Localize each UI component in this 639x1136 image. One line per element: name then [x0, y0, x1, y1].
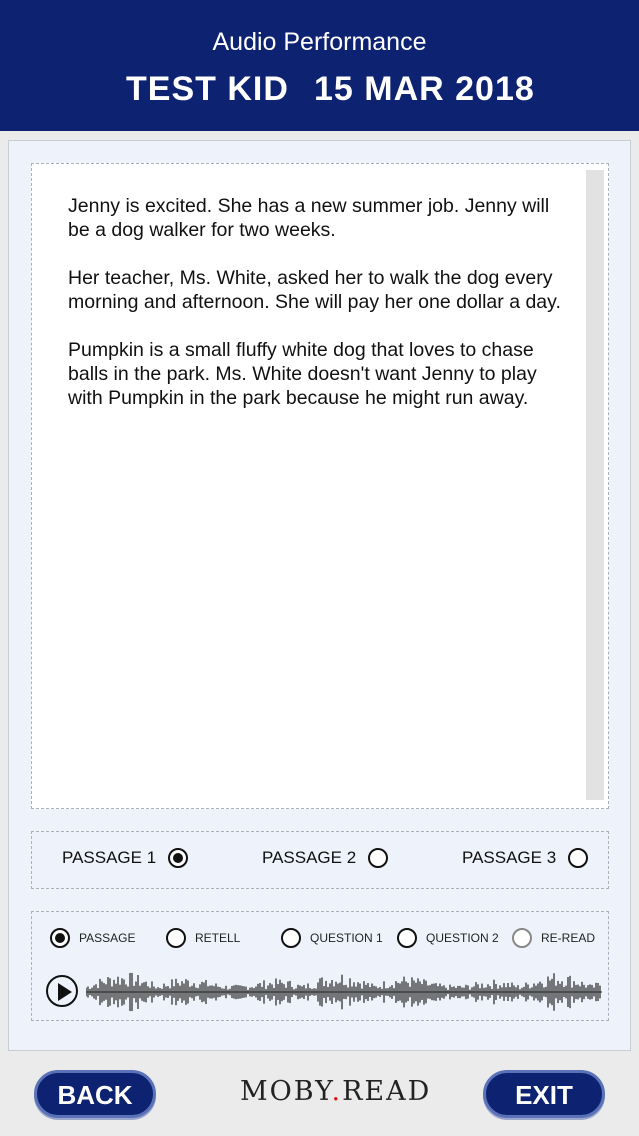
passage-selector	[31, 831, 609, 889]
audio-option-label: QUESTION 1	[310, 931, 383, 945]
header-bar	[0, 0, 639, 131]
passage-option-1[interactable]	[62, 848, 188, 868]
radio-selected-icon[interactable]	[168, 848, 188, 868]
moby-read-logo	[240, 1076, 432, 1107]
audio-option-label: RE-READ	[541, 931, 596, 945]
passage-option-label: PASSAGE 3	[462, 848, 557, 867]
exit-button[interactable]: EXIT	[483, 1070, 605, 1118]
radio-selected-icon[interactable]	[50, 928, 70, 948]
student-name: TEST KID	[126, 70, 289, 108]
radio-icon[interactable]	[397, 928, 417, 948]
audio-option-question-2[interactable]	[397, 928, 499, 948]
back-button[interactable]: BACK	[34, 1070, 156, 1118]
radio-icon[interactable]	[281, 928, 301, 948]
passage-option-label: PASSAGE 1	[62, 848, 157, 867]
passage-paragraph: Her teacher, Ms. White, asked her to walk the dog every morning and afternoon. She will pay her one dollar a day.	[68, 267, 561, 313]
session-date: 15 MAR 2018	[314, 70, 535, 108]
audio-option-label: RETELL	[195, 931, 241, 945]
audio-option-retell[interactable]	[166, 928, 240, 948]
audio-waveform[interactable]	[86, 972, 602, 1012]
passage-scrollbar[interactable]	[586, 170, 604, 800]
audio-recordings	[31, 911, 609, 1021]
logo-text-read: READ	[342, 1076, 432, 1107]
logo-dot: .	[331, 1076, 343, 1107]
content-panel	[8, 140, 631, 1051]
passage-option-3[interactable]	[462, 848, 588, 868]
passage-paragraph: Jenny is excited. She has a new summer job. Jenny will be a dog walker for two weeks.	[68, 195, 550, 241]
logo-text-moby: MOBY	[240, 1076, 332, 1107]
audio-option-label: QUESTION 2	[426, 931, 499, 945]
radio-icon[interactable]	[368, 848, 388, 868]
audio-option-label: PASSAGE	[79, 931, 136, 945]
passage-paragraph: Pumpkin is a small fluffy white dog that loves to chase balls in the park. Ms. White doesn't want Jenny to play with Pumpkin in the park because he might run away.	[68, 339, 537, 409]
passage-option-2[interactable]	[262, 848, 388, 868]
passage-option-label: PASSAGE 2	[262, 848, 357, 867]
passage-box[interactable]	[31, 163, 609, 809]
audio-option-question-1[interactable]	[281, 928, 383, 948]
radio-icon[interactable]	[568, 848, 588, 868]
audio-option-re-read[interactable]	[512, 928, 595, 948]
play-icon[interactable]	[46, 975, 78, 1007]
radio-icon[interactable]	[512, 928, 532, 948]
radio-icon[interactable]	[166, 928, 186, 948]
audio-option-passage[interactable]	[50, 928, 135, 948]
passage-text	[68, 194, 568, 434]
page-title: Audio Performance	[212, 28, 427, 56]
